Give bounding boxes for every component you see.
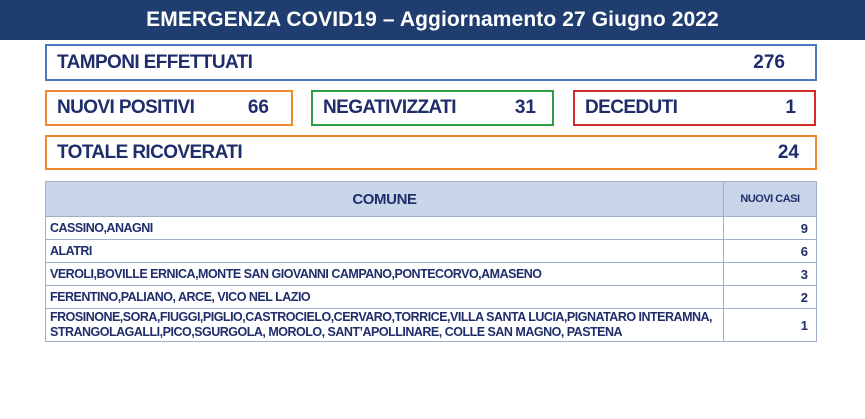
nuovi-casi-cell: 1 xyxy=(724,309,817,342)
deceduti-label: DECEDUTI xyxy=(585,97,678,118)
comune-cell: ALATRI xyxy=(46,240,724,263)
nuovi-casi-cell: 6 xyxy=(724,240,817,263)
totale-ricoverati-box xyxy=(45,135,817,170)
table-row xyxy=(46,263,817,286)
table-header-row xyxy=(46,182,817,217)
totale-ricoverati-label: TOTALE RICOVERATI xyxy=(57,141,243,163)
table-row xyxy=(46,286,817,309)
table-row xyxy=(46,240,817,263)
negativizzati-label: NEGATIVIZZATI xyxy=(323,97,456,118)
tamponi-value: 276 xyxy=(753,51,785,73)
deceduti-value: 1 xyxy=(785,97,796,118)
tamponi-label: TAMPONI EFFETTUATI xyxy=(57,51,253,73)
nuovi-casi-cell: 2 xyxy=(724,286,817,309)
totale-ricoverati-value: 24 xyxy=(777,141,799,163)
column-header-comune: COMUNE xyxy=(46,182,724,217)
negativizzati-value: 31 xyxy=(514,97,536,118)
tamponi-box xyxy=(45,44,817,81)
nuovi-casi-cell: 9 xyxy=(724,217,817,240)
deceduti-box xyxy=(573,90,816,126)
table-row xyxy=(46,217,817,240)
comuni-table xyxy=(45,181,817,342)
comune-cell: CASSINO,ANAGNI xyxy=(46,217,724,240)
negativizzati-box xyxy=(311,90,554,126)
comune-cell: FERENTINO,PALIANO, ARCE, VICO NEL LAZIO xyxy=(46,286,724,309)
nuovi-casi-cell: 3 xyxy=(724,263,817,286)
table-row xyxy=(46,309,817,342)
comune-cell: FROSINONE,SORA,FIUGGI,PIGLIO,CASTROCIELO,CERVARO,TORRICE,VILLA SANTA LUCIA,PIGNATARO INTERAMNA, STRANGOLAGALLI,PICO,SGURGOLA, MOROLO, SANT’APOLLINARE, COLLE SAN MAGNO, PASTENA xyxy=(46,309,724,342)
comune-cell: VEROLI,BOVILLE ERNICA,MONTE SAN GIOVANNI CAMPANO,PONTECORVO,AMASENO xyxy=(46,263,724,286)
page-title: EMERGENZA COVID19 – Aggiornamento 27 Giugno 2022 xyxy=(146,8,719,31)
column-header-nuovi-casi: NUOVI CASI xyxy=(724,182,817,217)
page-title-banner xyxy=(0,0,865,40)
nuovi-positivi-value: 66 xyxy=(247,97,269,118)
nuovi-positivi-box xyxy=(45,90,293,126)
nuovi-positivi-label: NUOVI POSITIVI xyxy=(57,97,195,118)
